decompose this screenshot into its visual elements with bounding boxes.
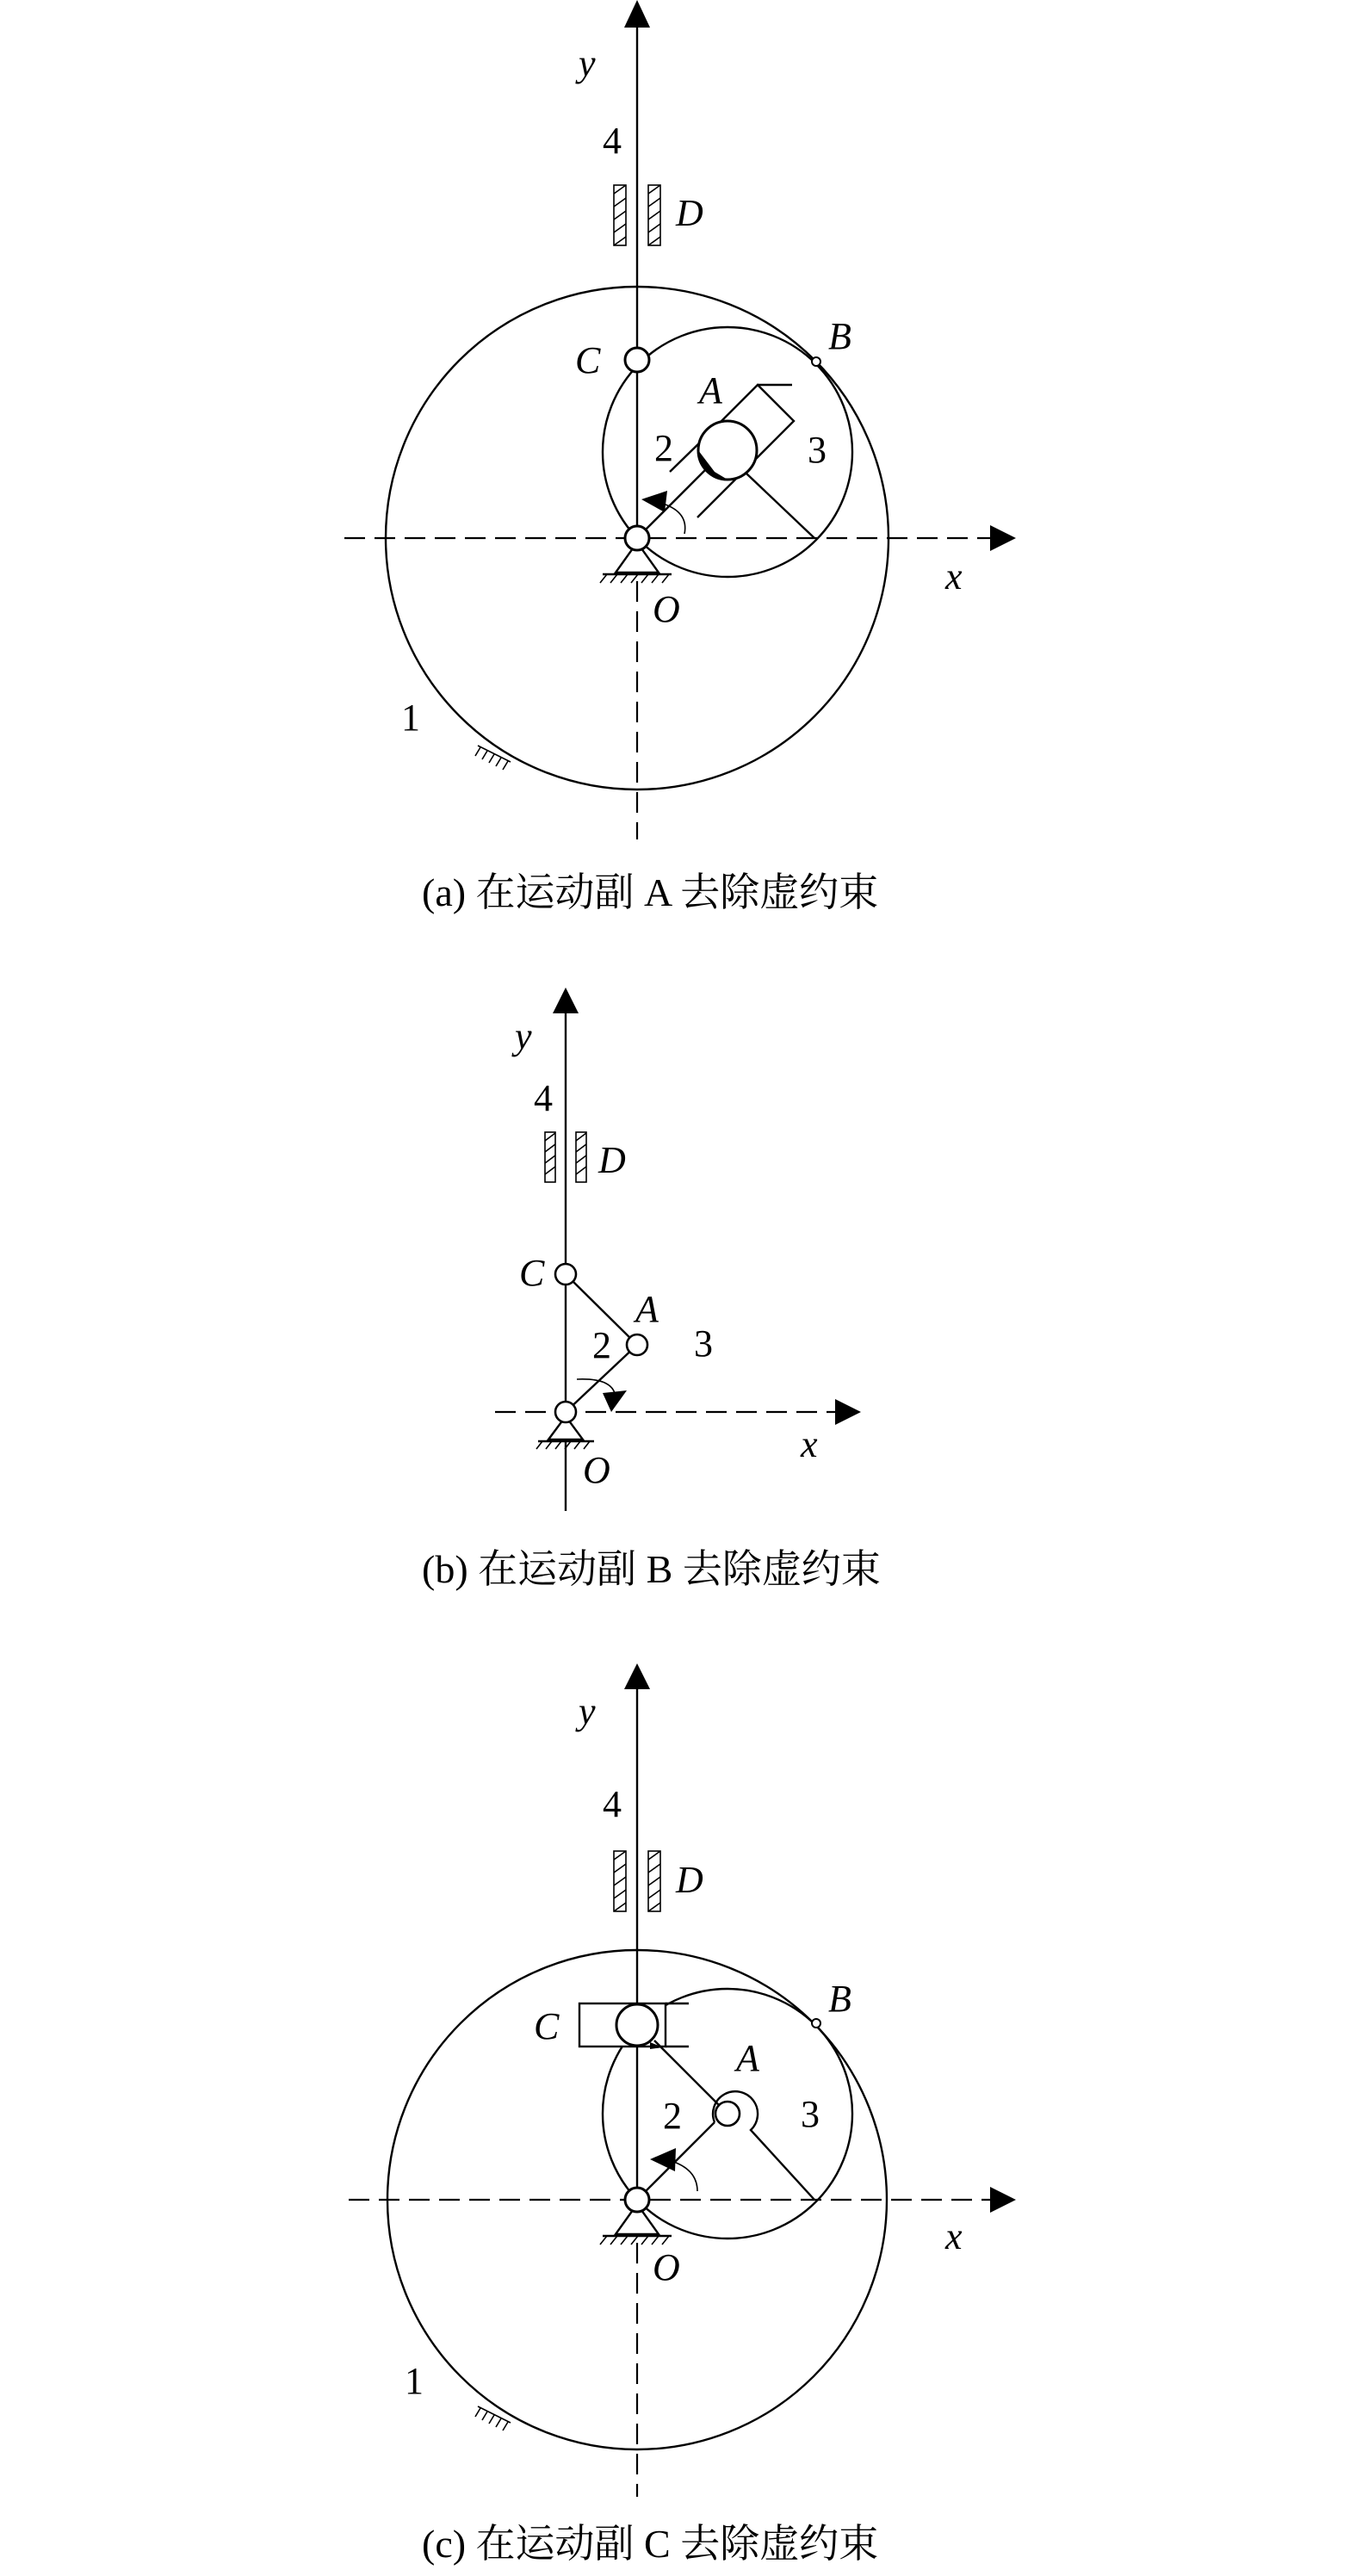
ground-pivot-o-b xyxy=(536,1402,594,1449)
label-y-a: y xyxy=(579,42,596,84)
label-3-a: 3 xyxy=(808,429,827,471)
x-arrowhead-a xyxy=(990,525,1016,551)
label-3-c: 3 xyxy=(801,2093,820,2135)
ring-ground-hatch-a xyxy=(475,746,511,770)
panel-b xyxy=(422,988,881,1591)
label-y-c: y xyxy=(579,1690,596,1732)
label-b-a: B xyxy=(828,315,851,357)
label-c-a: C xyxy=(575,339,601,381)
label-1-a: 1 xyxy=(401,697,420,739)
label-a-b: A xyxy=(635,1288,659,1330)
label-4-a: 4 xyxy=(603,120,622,162)
label-d-b: D xyxy=(598,1139,626,1181)
slider-block-c xyxy=(579,2003,689,2049)
x-arrowhead-b xyxy=(835,1399,861,1425)
label-2-b: 2 xyxy=(592,1324,611,1366)
joint-c-b xyxy=(555,1264,576,1285)
label-o-a: O xyxy=(653,588,680,630)
label-3-b: 3 xyxy=(694,1322,713,1365)
label-x-c: x xyxy=(945,2215,963,2257)
label-4-b: 4 xyxy=(534,1077,553,1119)
rotation-arrow-c xyxy=(672,2161,697,2191)
caption-c: (c) 在运动副 C 去除虚约束 xyxy=(422,2522,879,2566)
label-y-b: y xyxy=(515,1015,532,1057)
label-d-c: D xyxy=(676,1859,703,1901)
panel-c xyxy=(349,1663,1016,2566)
label-1-c: 1 xyxy=(405,2360,424,2402)
label-2-a: 2 xyxy=(654,427,673,469)
point-b-c xyxy=(812,2019,820,2028)
label-a-a: A xyxy=(699,369,722,412)
label-d-a: D xyxy=(676,192,703,234)
caption-a: (a) 在运动副 A 去除虚约束 xyxy=(422,870,879,914)
label-x-b: x xyxy=(801,1423,818,1465)
caption-b: (b) 在运动副 B 去除虚约束 xyxy=(422,1547,881,1591)
label-a-c: A xyxy=(736,2037,759,2079)
label-o-b: O xyxy=(583,1449,610,1491)
x-arrowhead-c xyxy=(990,2187,1016,2213)
label-b-c: B xyxy=(828,1978,851,2020)
ground-pivot-o-c xyxy=(600,2188,672,2245)
y-arrowhead-a xyxy=(624,0,650,28)
label-c-b: C xyxy=(519,1252,545,1294)
label-c-c: C xyxy=(534,2005,560,2047)
joint-a-b xyxy=(627,1334,647,1355)
y-arrowhead-b xyxy=(553,988,579,1013)
y-arrowhead-c xyxy=(624,1663,650,1689)
point-b-a xyxy=(812,357,820,366)
joint-c-a xyxy=(625,348,649,372)
label-x-a: x xyxy=(945,555,963,598)
panel-a xyxy=(344,0,1016,914)
ground-pivot-o-a xyxy=(600,526,672,583)
label-2-c: 2 xyxy=(663,2095,682,2137)
label-4-c: 4 xyxy=(603,1783,622,1825)
ring-ground-hatch-c xyxy=(475,2406,511,2430)
joint-a-c xyxy=(715,2102,740,2126)
label-o-c: O xyxy=(653,2246,680,2288)
